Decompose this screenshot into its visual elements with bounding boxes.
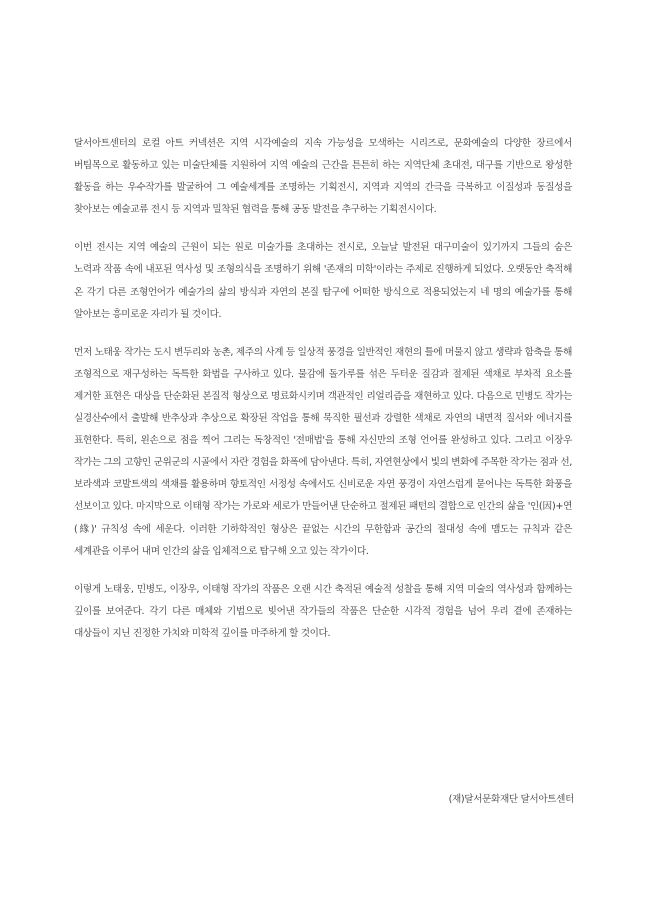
paragraph-intro: 달서아트센터의 로컬 아트 커넥션은 지역 시각예술의 지속 가능성을 모색하는 시리즈로, 문화예술의 다양한 장르에서 버팀목으로 활동하고 있는 미술단체를 지원하여 지역 예술의 근간을 튼튼히 하는 지역단체 초대전, 대구를 기반으로 왕성한 활동을 하는 우수작가를 발굴하여 그 예술세계를 조명하는 기획전시, 지역과 지역의 간극을 극복하고 이질성과 동질성을 찾아보는 예술교류 전시 등 지역과 밀착된 협력을 통해 공동 발전을 추구하는 기획전시이다. xyxy=(74,138,572,216)
article-body xyxy=(74,133,572,661)
paragraph-exhibition-theme: 이번 전시는 지역 예술의 근원이 되는 원로 미술가를 초대하는 전시로, 오늘날 발전된 대구미술이 있기까지 그들의 숨은 노력과 작품 속에 내포된 역사성 및 조형의식을 조명하기 위해 '존재의 미학'이라는 주제로 진행하게 되었다. 오랫동안 축적해 온 각기 다른 조형언어가 예술가의 삶의 방식과 자연의 본질 탐구에 어떠한 방식으로 적용되었는지 네 명의 예술가를 통해 알아보는 흥미로운 자리가 될 것이다. xyxy=(74,242,572,320)
signature: (재)달서문화재단 달서아트센터 xyxy=(448,794,574,805)
paragraph-conclusion: 이렇게 노태웅, 민병도, 이장우, 이태형 작가의 작품은 오랜 시간 축적된 예술적 성찰을 통해 지역 미술의 역사성과 함께하는 깊이를 보여준다. 각기 다른 매체와 기법으로 빚어낸 작가들의 작품은 단순한 시각적 경험을 넘어 우리 곁에 존재하는 대상들이 지닌 진정한 가치와 미학적 깊이를 마주하게 할 것이다. xyxy=(74,583,572,639)
paragraph-artists: 먼저 노태웅 작가는 도시 변두리와 농촌, 제주의 사계 등 일상적 풍경을 일반적인 재현의 틀에 머물지 않고 생략과 함축을 통해 조형적으로 재구성하는 독특한 화법을 구사하고 있다. 물감에 돌가루를 섞은 두터운 질감과 절제된 색채로 부차적 요소를 제거한 표현은 대상을 단순화된 본질적 형상으로 명료화시키며 객관적인 리얼리즘을 재현하고 있다. 다음으로 민병도 작가는 실경산수에서 출발해 반추상과 추상으로 확장된 작업을 통해 묵직한 필선과 강렬한 색채로 자연의 내면적 질서와 에너지를 표현한다. 특히, 왼손으로 점을 찍어 그리는 독창적인 '전매법'을 통해 자신만의 조형 언어를 완성하고 있다. 그리고 이장우 작가는 그의 고향인 군위군의 시골에서 자란 경험을 화폭에 담아낸다. 특히, 자연현상에서 빛의 변화에 주목한 작가는 점과 선, 보라색과 코발트색의 색채를 활용하며 향토적인 서정성 속에서도 신비로운 자연 풍경이 자연스럽게 묻어나는 독특한 화풍을 선보이고 있다. 마지막으로 이태형 작가는 가로와 세로가 만들어낸 단순하고 절제된 패턴의 결합으로 인간의 삶을 '인(因)+연(緣)' 규칙성 속에 세운다. 이러한 기하학적인 형상은 끝없는 시간의 무한함과 공간의 절대성 속에 맴도는 규칙과 같은 세계관을 이루어 내며 인간의 삶을 입체적으로 탐구해 오고 있는 작가이다. xyxy=(74,346,572,557)
